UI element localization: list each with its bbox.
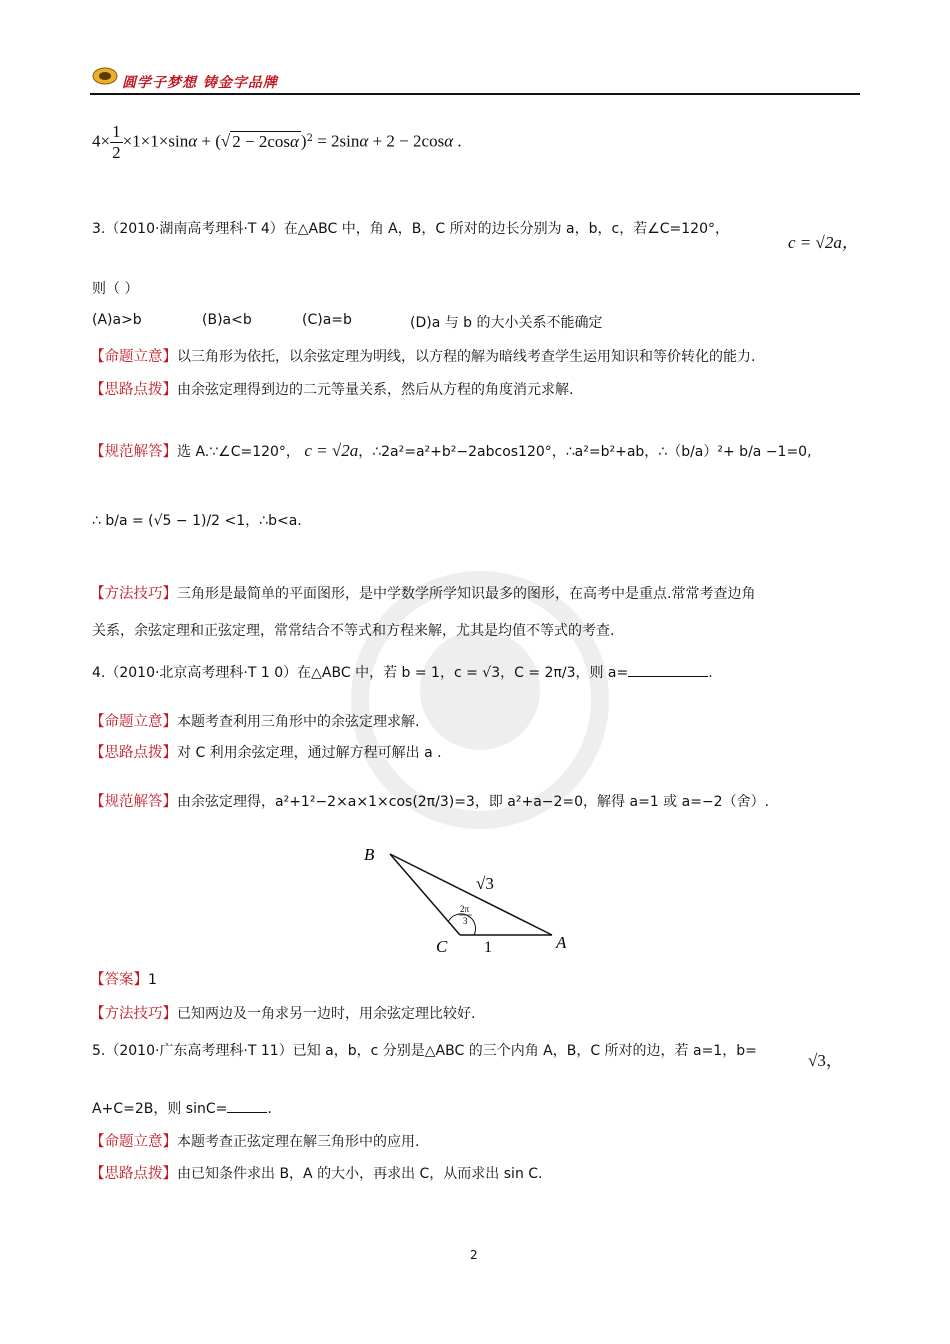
q3-solution-b: c = √2a [304, 441, 359, 460]
q3-option-d: (D)a 与 b 的大小关系不能确定 [410, 315, 603, 331]
q3-option-c: (C)a=b [302, 312, 352, 328]
q3-solution-tag: 【规范解答】 [90, 444, 177, 460]
q3-solution-d [92, 510, 302, 530]
q4-hint-tag: 【思路点拨】 [90, 745, 177, 761]
q3-hint-text: 由余弦定理得到边的二元等量关系，然后从方程的角度消元求解. [177, 382, 574, 398]
q5-intent-tag: 【命题立意】 [90, 1134, 177, 1150]
q4-solution-tag: 【规范解答】 [90, 794, 177, 810]
label-side-ba: √3 [476, 874, 494, 893]
header-rule [90, 93, 860, 95]
q3-solution [90, 440, 812, 461]
q4-solution [90, 790, 769, 811]
q4-hint [90, 741, 442, 762]
q5-line2: A+C=2B，则 sinC= . [92, 1101, 272, 1117]
q5-stem-text: 5.（2010·广东高考理科·T 11）已知 a，b，c 分别是△ABC 的三个内角 A，B，C 所对的边，若 a=1，b= [92, 1043, 757, 1059]
q3-then: 则（ ） [92, 281, 139, 297]
q3-method [90, 582, 755, 603]
q4-intent-tag: 【命题立意】 [90, 714, 177, 730]
q4-method-text: 已知两边及一角求另一边时，用余弦定理比较好. [177, 1006, 476, 1022]
label-angle-num: 2π [460, 904, 470, 914]
q5-hint-tag: 【思路点拨】 [90, 1166, 177, 1182]
q5-answer-blank[interactable] [227, 1100, 267, 1113]
label-side-ca: 1 [484, 939, 492, 956]
q3-method-1: 三角形是最简单的平面图形，是中学数学所学知识最多的图形，在高考中是重点.常常考查边角 [177, 586, 756, 602]
q4-answer-tag: 【答案】 [90, 972, 148, 988]
q5-intent [90, 1130, 419, 1151]
q3-intent-tag: 【命题立意】 [90, 349, 177, 365]
q3-option-a: (A)a>b [92, 312, 142, 328]
q5-intent-text: 本题考查正弦定理在解三角形中的应用. [177, 1134, 420, 1150]
q5-hint [90, 1162, 543, 1183]
q3-solution-c: ，∴2a²=a²+b²−2abcos120°，∴a²=b²+ab，∴（b/a）²+ b/a −1=0, [358, 444, 812, 460]
page-number: 2 [470, 1248, 478, 1262]
q3-intent-text: 以三角形为依托，以余弦定理为明线，以方程的解为暗线考查学生运用知识和等价转化的能力. [177, 349, 756, 365]
label-a: A [556, 933, 567, 952]
q3-solution-d-text: ∴ b/a = (√5 − 1)/2 <1，∴b<a. [92, 513, 302, 529]
q4-answer-text: 1 [148, 972, 157, 988]
q5-stem [92, 1040, 757, 1060]
q5-stem-tail: √3， [808, 1051, 843, 1070]
q3-hint [90, 378, 573, 399]
q4-stem: 4.（2010·北京高考理科·T 1 0）在△ABC 中，若 b = 1，c = √3，C = 2π/3，则 a= . [92, 665, 713, 681]
q4-intent-text: 本题考查利用三角形中的余弦定理求解. [177, 714, 420, 730]
q4-answer-blank[interactable] [628, 664, 708, 677]
formula-top: 4× $\frac{1}{2}$ ×1×1×sinα + (√ 2 − 2cosα )$^2$ = 2sinα + 2 − 2cosα . [92, 122, 462, 162]
q3-stem: 3.（2010·湖南高考理科·T 4）在△ABC 中，角 A，B，C 所对的边长分别为 a，b，c，若∠C=120°， [92, 221, 729, 237]
q4-intent [90, 710, 419, 731]
q3-method-2: 关系，余弦定理和正弦定理，常常结合不等式和方程来解，尤其是均值不等式的考查. [92, 623, 615, 639]
q4-solution-text: 由余弦定理得，a²+1²−2×a×1×cos(2π/3)=3，即 a²+a−2=0，解得 a=1 或 a=−2（舍）. [177, 794, 770, 810]
q5-line2-text: A+C=2B，则 sinC= [92, 1101, 228, 1117]
label-angle-den: 3 [463, 916, 468, 926]
q4-stem-text: 4.（2010·北京高考理科·T 1 0）在△ABC 中，若 b = 1，c = √3，C = 2π/3，则 a= [92, 665, 629, 681]
q3-hint-tag: 【思路点拨】 [90, 382, 177, 398]
q3-cond: c = √2a， [788, 233, 859, 252]
q3-solution-a: 选 A.∵∠C=120°， [177, 444, 300, 460]
label-c: C [436, 937, 448, 956]
q4-triangle-figure [360, 840, 590, 964]
q5-hint-text: 由已知条件求出 B，A 的大小，再求出 C，从而求出 sin C. [177, 1166, 543, 1182]
q3-option-b: (B)a<b [202, 312, 252, 328]
header-brand: 圆学子梦想 铸金字品牌 [122, 75, 278, 91]
header-logo-icon [92, 66, 118, 90]
q3-intent [90, 345, 755, 366]
q4-answer [90, 968, 157, 989]
q3-method-tag: 【方法技巧】 [90, 586, 177, 602]
q4-method [90, 1002, 475, 1023]
q4-hint-text: 对 C 利用余弦定理，通过解方程可解出 a . [177, 745, 442, 761]
label-b: B [364, 845, 375, 864]
q4-method-tag: 【方法技巧】 [90, 1006, 177, 1022]
